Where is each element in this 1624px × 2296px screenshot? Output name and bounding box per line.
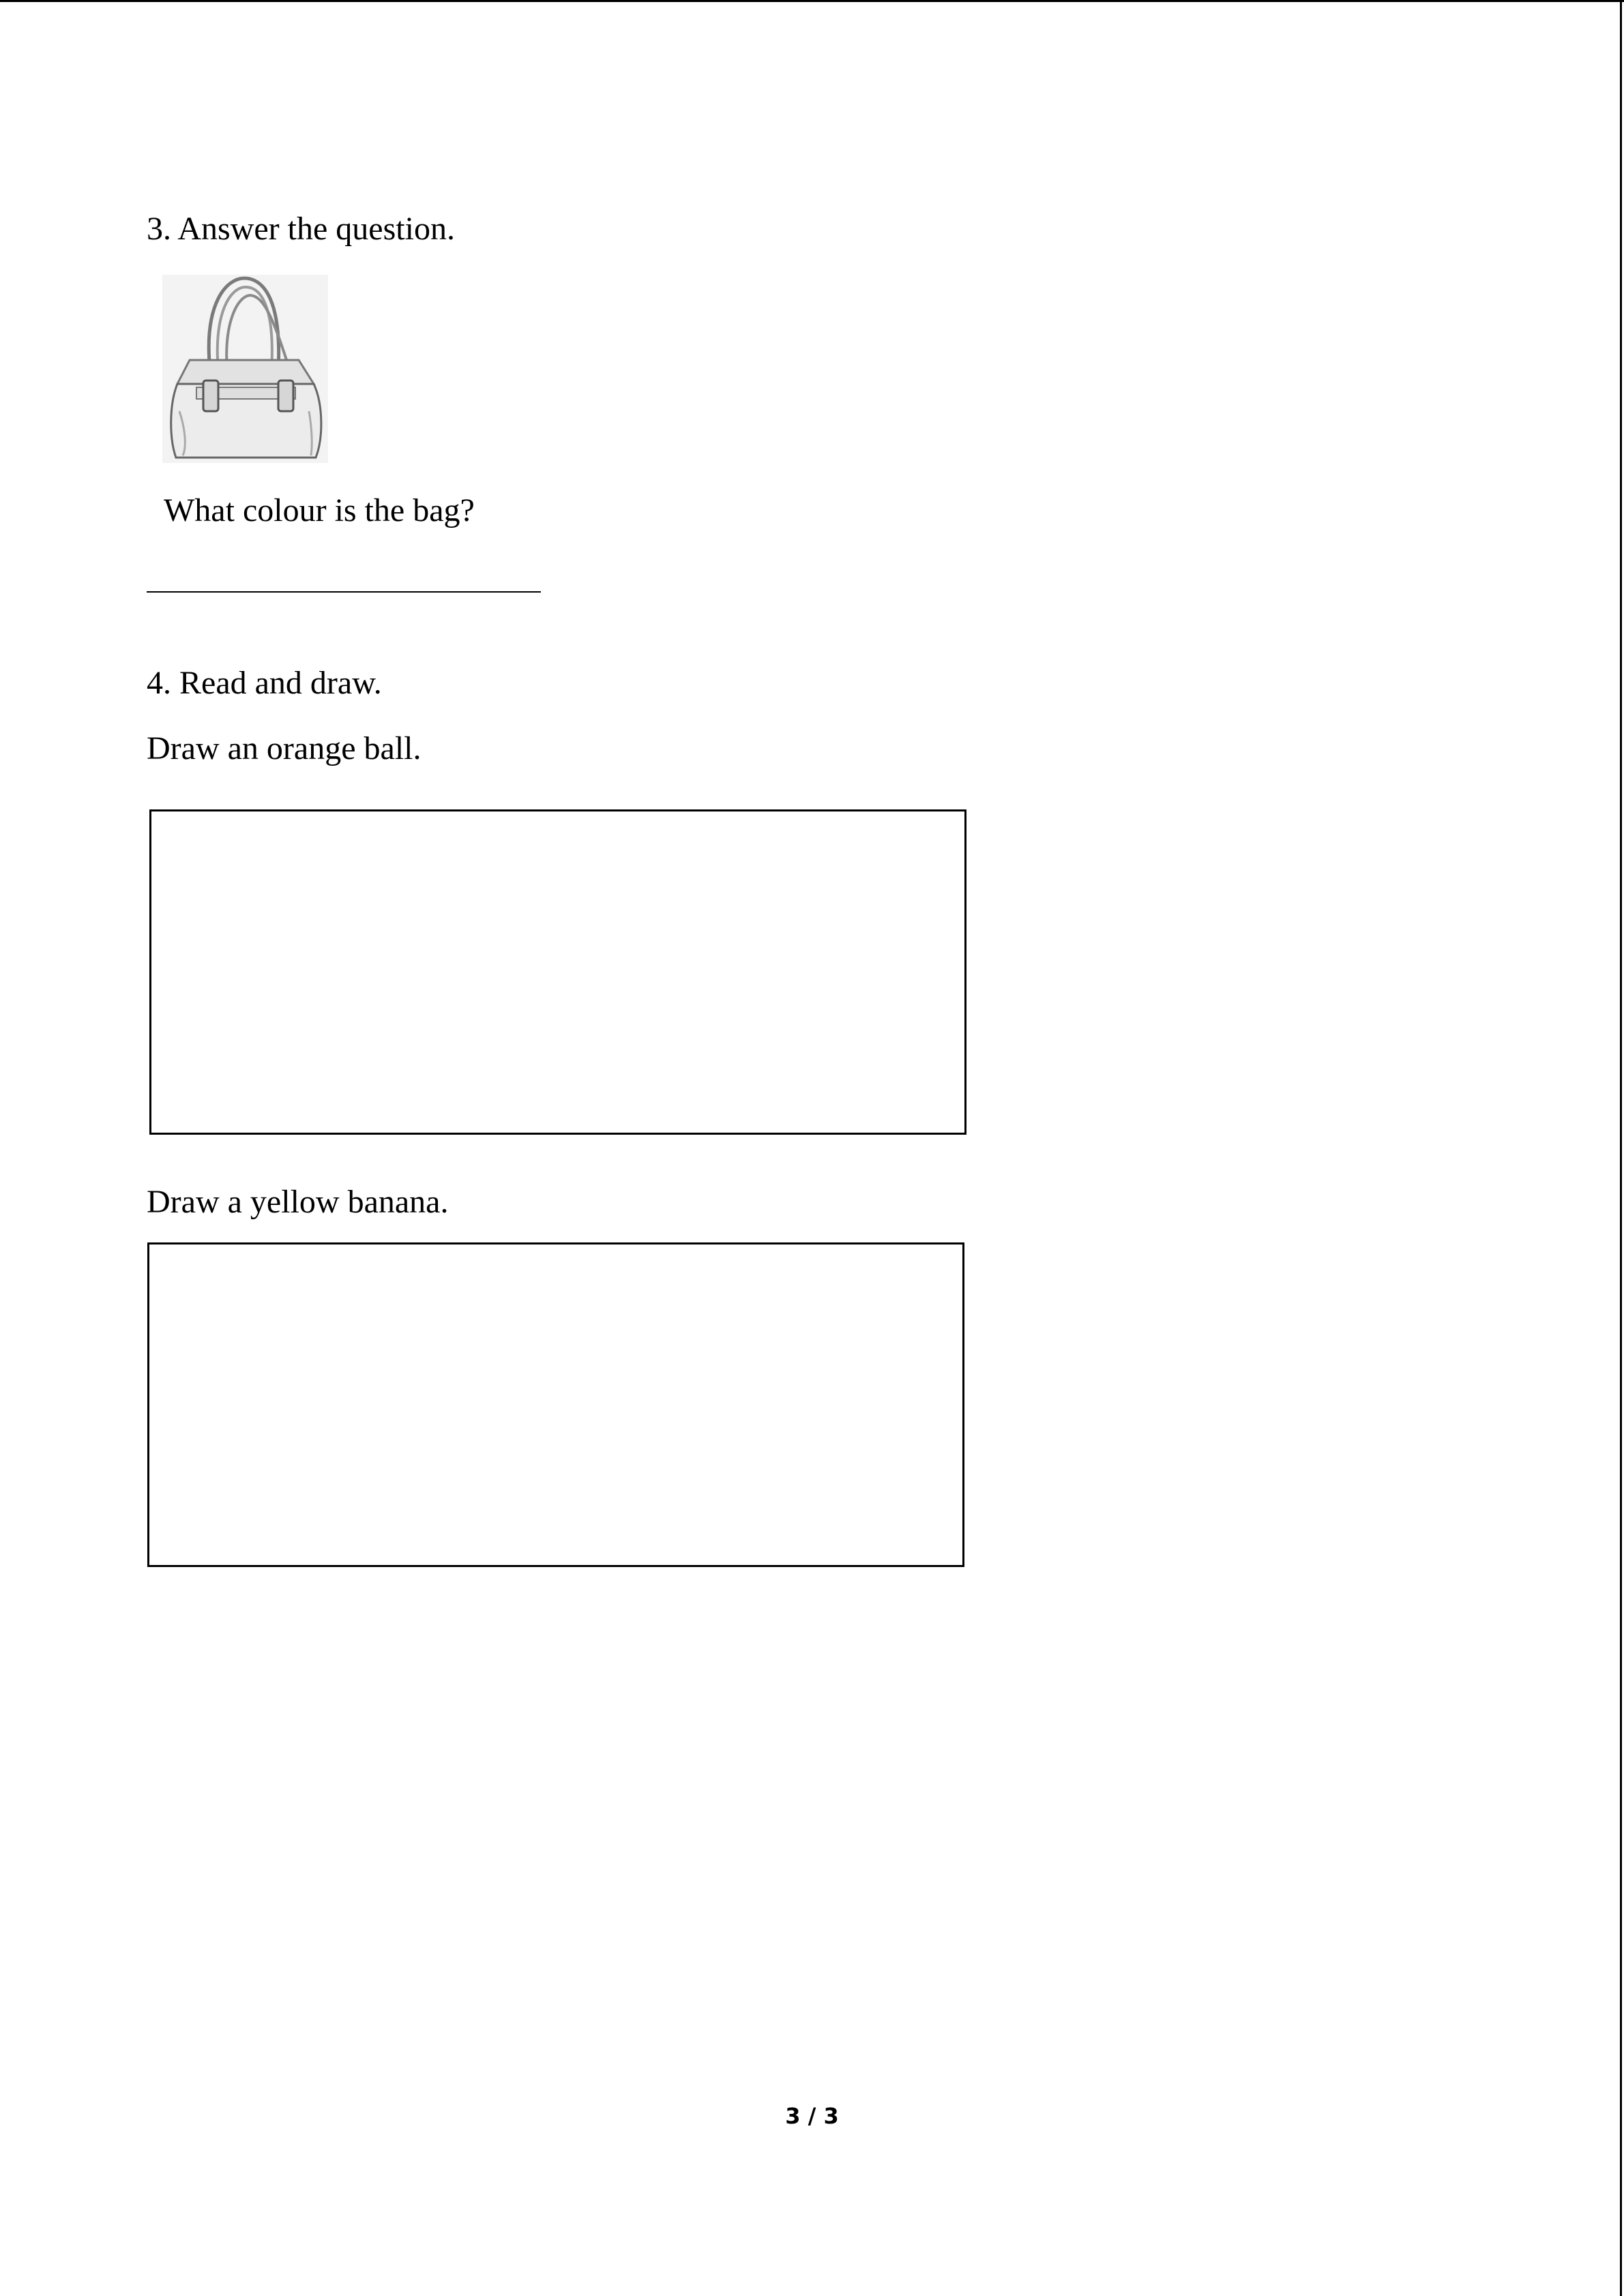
page-border-right (1620, 0, 1622, 2296)
question-3-prompt: What colour is the bag? (164, 492, 475, 528)
handbag-icon (162, 275, 328, 463)
question-3-heading: 3. Answer the question. (147, 211, 455, 247)
draw-instruction-banana: Draw a yellow banana. (147, 1184, 449, 1220)
question-4-heading: 4. Read and draw. (147, 665, 382, 701)
page-border-top (0, 0, 1624, 2)
drawing-box-banana[interactable] (147, 1242, 964, 1567)
drawing-box-ball[interactable] (149, 809, 966, 1135)
handbag-picture (162, 275, 328, 463)
answer-line[interactable] (147, 591, 541, 593)
draw-instruction-ball: Draw an orange ball. (147, 730, 422, 766)
page-number: 3 / 3 (785, 2103, 839, 2129)
